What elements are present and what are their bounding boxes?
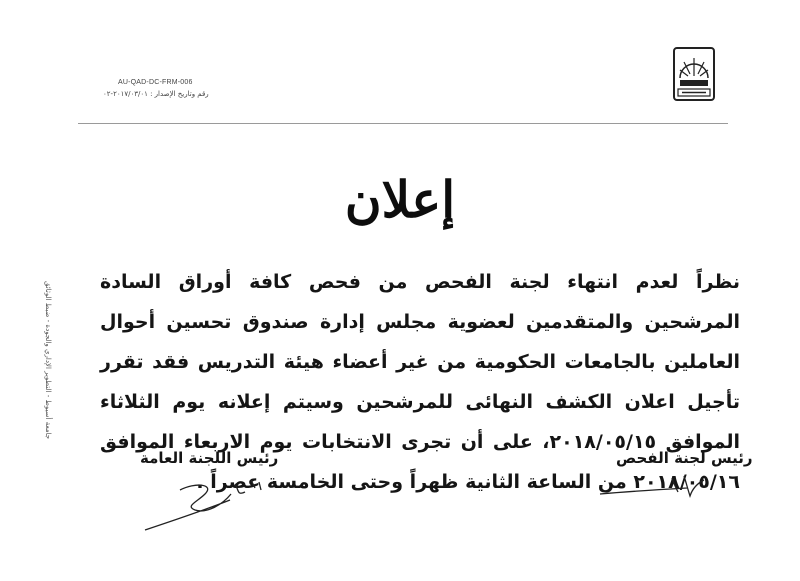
examination-committee-head-label: رئيس لجنة الفحص	[616, 449, 753, 467]
issue-date-line: رقم وتاريخ الإصدار : ٢٠١٧/٠٣/٠١-٠٢	[103, 90, 209, 98]
signature-left	[135, 470, 275, 540]
side-note: جامعة أسيوط - التطوير الإداري والجودة - ضبط الوثائق	[44, 280, 52, 440]
header-divider	[78, 123, 728, 124]
general-committee-head-label: رئيس اللجنة العامة	[140, 449, 279, 467]
form-code: AU-QAD-DC-FRM-006	[118, 79, 193, 86]
signature-right	[592, 466, 712, 506]
announcement-body: نظراً لعدم انتهاء لجنة الفحص من فحص كافة أوراق السادة المرشحين والمتقدمين لعضوية مجلس إدارة صندوق تحسين أحوال العاملين بالجامعات الحكومية من غير أعضاء هيئة التدريس فقد تقرر تأجيل اعلان الكشف النهائى للمرشحين وسيتم إعلانه يوم الثلاثاء الموافق ٢٠١٨/٠٥/١٥، على أن تجرى الانتخابات يوم الاربعاء الموافق ٢٠١٨/٠٥/١٦ من الساعة الثانية ظهراً وحتى الخامسة عصراً .	[100, 271, 740, 493]
announcement-title: إعلان	[344, 170, 456, 229]
university-seal-icon	[672, 46, 716, 102]
